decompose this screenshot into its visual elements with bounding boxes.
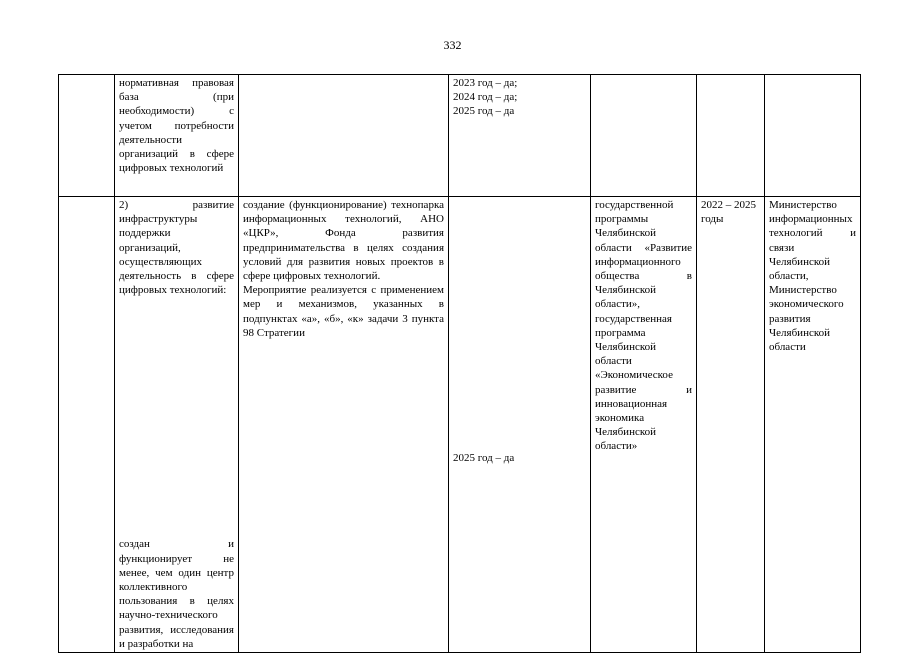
executor-cell [765, 75, 861, 197]
task-subtext: создан и функционирует не менее, чем один центр коллективного пользования в целях научно-технического развития, исследования и разработки на [119, 538, 234, 650]
task-cell [115, 197, 239, 653]
source-cell: государственной программы Челябинской области «Развитие информационного общества в Челябинской области», государственная программа Челябинской области «Экономическое развитие и инновационная экономика Челябинской области» [591, 197, 697, 653]
executor-cell: Министерство информационных технологий и связи Челябинской области, Министерство экономического развития Челябинской области [765, 197, 861, 653]
source-cell [591, 75, 697, 197]
task-cell: нормативная правовая база (при необходимости) с учетом потребности деятельности организаций в сфере цифровых технологий [115, 75, 239, 197]
page-number: 332 [443, 38, 462, 52]
row-number-cell [59, 197, 115, 653]
measure-text: создание (функционирование) технопарка информационных технологий, АНО «ЦКР», Фонда развития предпринимательства в целях создания условий для развития новых проектов в сфере цифровых технологий. [243, 199, 444, 283]
table-row [59, 197, 861, 653]
row-number-cell [59, 75, 115, 197]
period-cell: 2022 – 2025 годы [697, 197, 765, 653]
task-text: 2) развитие инфраструктуры поддержки организаций, осуществляющих деятельность в сфере цифровых технологий: [119, 199, 234, 297]
indicator-cell: 2023 год – да; 2024 год – да; 2025 год – да [449, 75, 591, 197]
measure-note: Мероприятие реализуется с применением мер и механизмов, указанных в подпунктах «а», «б», «к» задачи 3 пункта 98 Стратегии [243, 284, 444, 339]
indicator-cell [449, 197, 591, 653]
period-cell [697, 75, 765, 197]
measures-table [58, 74, 861, 653]
measure-cell [239, 197, 449, 653]
measure-cell [239, 75, 449, 197]
indicator-text: 2025 год – да [453, 452, 515, 464]
table-row [59, 75, 861, 197]
